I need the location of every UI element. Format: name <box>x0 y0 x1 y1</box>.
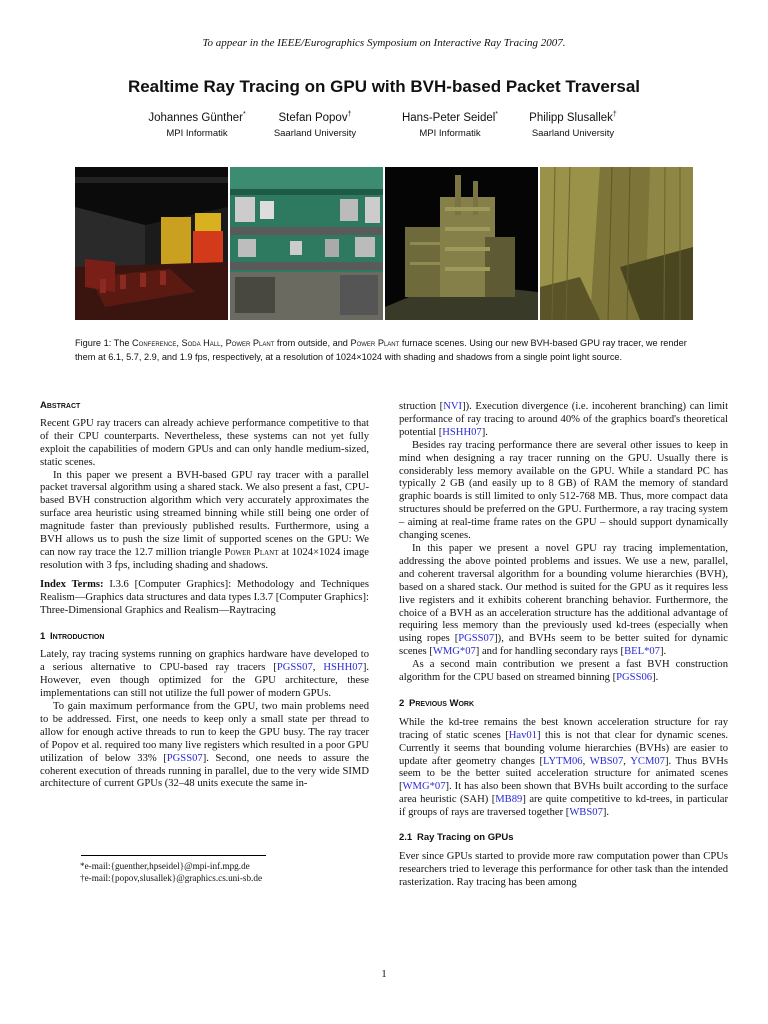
soda-hall-render-image <box>230 167 383 320</box>
body-paragraph: While the kd-tree remains the best known acceleration structure for ray tracing of static scenes [Hav01] this is not that clear for dynamic scenes. Currently it seems that bounding volume hierarchies (BVHs) are easier to update after geometry changes [LYTM06, WBS07, YCM07]. Thus BVHs seem to be the better suited acceleration structure for animated scenes [WMG*07]. It has also been shown that BVHs built according to the surface area heuristic (SAH) [MB89] are quite competitive to kd-trees, in particular if groups of rays are traversed together [WBS07]. <box>399 716 728 819</box>
scene-name: Conference <box>132 338 177 348</box>
introduction-heading: 1 Introduction <box>40 630 105 642</box>
body-paragraph: Ever since GPUs started to provide more raw computation power than CPUs researchers tried to leverage this performance for other task than the intended rasterization. Ray tracing has been among <box>399 851 728 888</box>
left-column <box>40 400 369 791</box>
footnote-1: *e-mail:{guenther,hpseidel}@mpi-inf.mpg.de <box>80 861 250 871</box>
citation-link[interactable]: HSHH07 <box>442 426 482 438</box>
affiliation-3: MPI Informatik <box>419 128 481 139</box>
intro-paragraph: To gain maximum performance from the GPU, two main problems need to be addressed. First, one needs to keep only a small state per thread to allow for enough active threads to run to keep the GPU busy. The ray tracer of Popov et al. required too many live registers which resulted in a poor GPU utilization of below 33% [PGSS07]. Second, one needs to assure the coherent execution of threads running in parallel, due to the very wide SIMD architecture of current GPUs (32–48 units execute the same in- <box>40 701 369 790</box>
index-terms: Index Terms: I.3.6 [Computer Graphics]: Methodology and Techniques Realism—Graphics data structures and data types I.3.7 [Computer Graphics]: Three-Dimensional Graphics and Realism—Raytracing <box>40 578 369 616</box>
citation-link[interactable]: PGSS07 <box>166 752 203 764</box>
citation-link[interactable]: WMG*07 <box>402 781 446 793</box>
author-mark: * <box>495 111 499 118</box>
author-name: Johannes Günther <box>148 111 243 124</box>
body-paragraph: As a second main contribution we present a fast BVH construction algorithm for the CPU based on streamed binning [PGSS06]. <box>399 659 728 684</box>
citation-link[interactable]: PGSS07 <box>276 662 313 674</box>
author-2 <box>240 111 390 124</box>
author-4 <box>498 111 648 124</box>
figure-caption: Figure 1: The Conference, Soda Hall, Power Plant from outside, and Power Plant furnace scenes. Using our new BVH-based GPU ray tracer, we render them at 6.1, 5.7, 2.9, and 1.9 fps, respectively, at a resolution of 1024×1024 with shading and shadows from a single point light source. <box>75 338 687 362</box>
author-name: Philipp Slusallek <box>529 111 613 124</box>
citation-link[interactable]: WBS07 <box>569 807 603 819</box>
citation-link[interactable]: PGSS07 <box>458 633 495 645</box>
citation-link[interactable]: WMG*07 <box>432 646 476 658</box>
citation-link[interactable]: PGSS06 <box>616 672 653 684</box>
citation-link[interactable]: Hav01 <box>508 729 537 741</box>
abstract-paragraph: In this paper we present a BVH-based GPU ray tracer with a parallel packet traversal algorithm using a shared stack. We also present a fast, CPU-based BVH construction algorithm which very accurately approximates the surface area heuristic using streamed binning while still being one order of magnitude faster than previously published results. Furthermore, using a BVH allows us to push the size limit of supported scenes on the GPU: We can now ray trace the 12.7 million triangle Power Plant at 1024×1024 image resolution with 3 fps, including shading and shadows. <box>40 469 370 571</box>
citation-link[interactable]: HSHH07 <box>323 662 363 674</box>
page-number: 1 <box>381 968 387 980</box>
gpu-raytracing-subheading: 2.1 Ray Tracing on GPUs <box>399 832 514 844</box>
author-name: Stefan Popov <box>278 111 348 124</box>
intro-paragraph: Lately, ray tracing systems running on graphics hardware have developed to a serious alternative to CPU-based ray tracers [PGSS07, HSHH07]. However, even though optimized for the GPU architecture, these implementations can still not utilize the full power of modern GPUs. <box>40 649 369 700</box>
affiliation-4: Saarland University <box>531 128 615 139</box>
author-name: Hans-Peter Seidel <box>401 111 496 124</box>
power-plant-furnace-render-image <box>540 167 693 320</box>
right-column <box>399 401 728 890</box>
citation-link[interactable]: YCM07 <box>630 755 665 767</box>
paper-title: Realtime Ray Tracing on GPU with BVH-based Packet Traversal <box>127 77 641 96</box>
abstract-paragraph: Recent GPU ray tracers can already achieve performance competitive to that of their CPU counterparts. Nevertheless, these systems can not yet fully exploit the capabilities of modern GPUs and can only handle medium-sized, static scenes. <box>40 417 369 468</box>
footnote-2: †e-mail:{popov,slusallek}@graphics.cs.uni-sb.de <box>80 873 263 883</box>
citation-link[interactable]: LYTM06 <box>543 755 583 767</box>
citation-link[interactable]: BEL*07 <box>624 646 660 658</box>
footnote-rule <box>81 855 266 856</box>
author-mark: † <box>347 111 352 118</box>
power-plant-outside-render-image <box>385 167 538 320</box>
scene-name: Power Plant <box>225 338 275 348</box>
previous-work-heading: 2 Previous Work <box>399 697 475 709</box>
body-paragraph: struction [NVI]). Execution divergence (i.e. incoherent branching) can limit performance of ray tracing to around 40% of the graphics board's theoretical potential [HSHH07]. <box>399 401 729 438</box>
citation-link[interactable]: NVI <box>443 401 463 412</box>
body-paragraph: In this paper we present a novel GPU ray tracing implementation, addressing the above pointed problems and issues. We use a new, parallel, and coherent traversal algorithm for a bounding volume hierarchies (BVH), based on a shared stack. Our method is suited for the GPU as it requires less live registers and it exhibits coherent branching behavior. Furthermore, the choice of a BVH as an acceleration structure has the additional advantage of requiring less memory than the previously used kd-trees (especially when using ropes [PGSS07]), and BVHs seem to be better suited for dynamic scenes [WMG*07] and for handling secondary rays [BEL*07]. <box>399 542 728 658</box>
affiliation-2: Saarland University <box>273 128 357 139</box>
scene-name: Power Plant <box>350 338 400 348</box>
abstract-heading: Abstract <box>40 400 81 411</box>
author-mark: † <box>612 111 617 118</box>
venue-line: To appear in the IEEE/Eurographics Symposium on Interactive Ray Tracing 2007. <box>202 37 566 49</box>
citation-link[interactable]: WBS07 <box>589 755 624 767</box>
body-paragraph: Besides ray tracing performance there are several other issues to keep in mind when designing a ray tracer running on the GPU. Usually there is considerably less memory available on the GPU. While a standard PC has typically 2 GB (and easily up to 8 GB) of RAM the memory of standard graphic boards is still limited to only 512-768 MB. Thus, more compact data structures should be preferred on the GPU. Furthermore, a ray tracing system – aiming at real-time frame rates on the GPU – should support dynamically changing scenes. <box>399 439 728 542</box>
scene-name: Soda Hall <box>181 338 221 348</box>
citation-link[interactable]: MB89 <box>495 794 523 806</box>
affiliation-1: MPI Informatik <box>166 128 228 139</box>
author-mark: * <box>242 111 246 118</box>
conference-render-image <box>75 167 228 320</box>
